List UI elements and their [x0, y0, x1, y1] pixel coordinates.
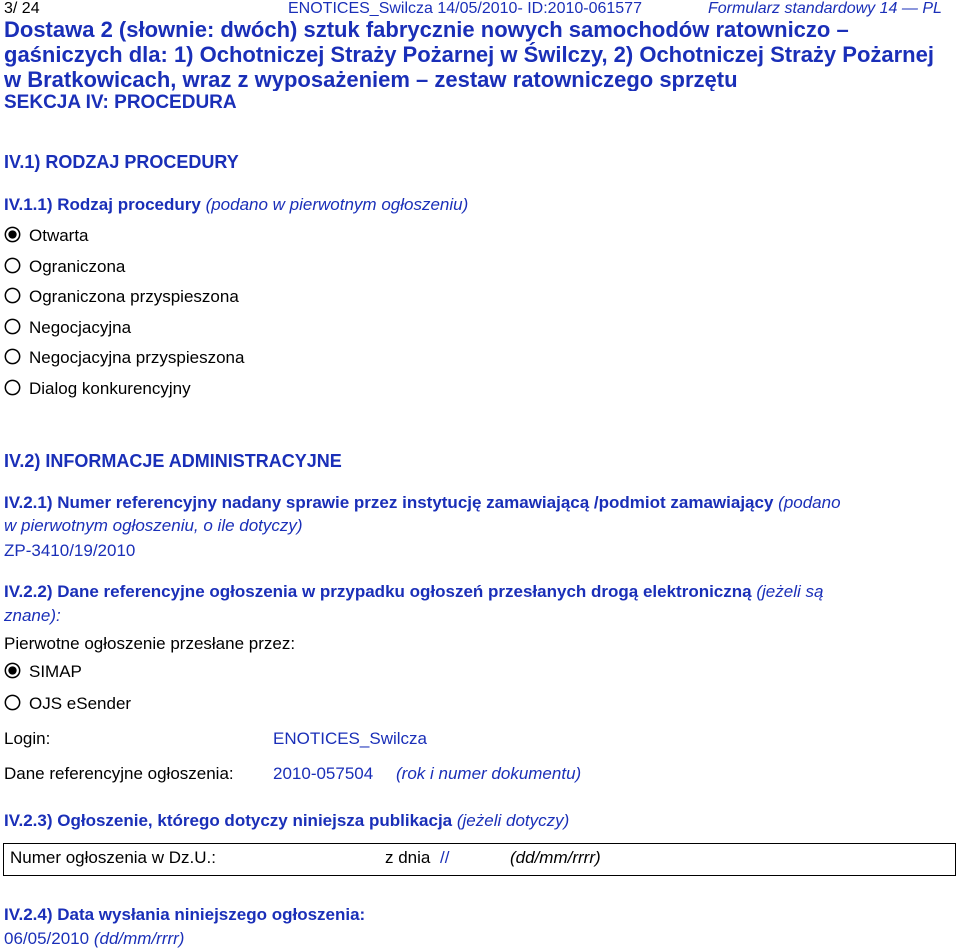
radio-option-label: Otwarta: [29, 226, 89, 245]
radio-option: [4, 660, 82, 682]
login-label: Login:: [4, 729, 51, 748]
iv2-1-code: IV.2.1) Numer referencyjny nadany sprawie przez instytucję zamawiającą /podmiot zamawiający: [4, 493, 774, 512]
radio-option: [4, 224, 89, 246]
iv2-4-question: IV.2.4) Data wysłania niniejszego ogłoszenia:: [4, 905, 366, 924]
iv2-2-note-a: (jeżeli są: [756, 582, 824, 601]
dispatch-date-line: [4, 929, 184, 949]
radio-selected-icon: [4, 662, 21, 679]
notice-title: Dostawa 2 (słownie: dwóch) sztuk fabrycznie nowych samochodów ratowniczo – gaśniczych dla: 1) Ochotniczej Straży Pożarnej w Świlczy, 2) Ochotniczej Straży Pożarnej w Bratkowicach, wraz z wyposażeniem – zestaw ratowniczego sprzętu: [4, 17, 934, 91]
radio-selected-icon: [4, 226, 21, 243]
radio-empty-icon: [4, 348, 21, 365]
ref-value: 2010-057504: [273, 764, 374, 783]
page-number: 3/ 24: [4, 0, 40, 17]
radio-option-label: OJS eSender: [29, 694, 132, 713]
radio-option-label: SIMAP: [29, 662, 82, 681]
radio-option: [4, 692, 131, 714]
iv1-heading: IV.1) RODZAJ PROCEDURY: [4, 152, 239, 172]
radio-empty-icon: [4, 379, 21, 396]
radio-option-label: Ograniczona: [29, 256, 126, 276]
dispatch-date: 06/05/2010: [4, 929, 90, 948]
iv2-3-note: (jeżeli dotyczy): [456, 811, 570, 830]
box-z-dnia: z dnia: [385, 848, 431, 867]
radio-option: [4, 285, 239, 307]
iv1-1-code: IV.1.1) Rodzaj procedury: [4, 195, 201, 214]
iv2-1-note-b: w pierwotnym ogłoszeniu, o ile dotyczy): [4, 516, 303, 535]
ref-label: Dane referencyjne ogłoszenia:: [4, 764, 234, 783]
box-label: Numer ogłoszenia w Dz.U.:: [10, 848, 216, 867]
radio-option: [4, 346, 244, 368]
form-name: [708, 0, 942, 18]
login-value: ENOTICES_Swilcza: [273, 729, 427, 748]
radio-option: [4, 255, 125, 277]
radio-option: [4, 316, 131, 338]
dispatch-date-format: (dd/mm/rrrr): [93, 929, 185, 948]
box-format: (dd/mm/rrrr): [510, 848, 601, 867]
radio-empty-icon: [4, 287, 21, 304]
section-heading: SEKCJA IV: PROCEDURA: [4, 92, 241, 114]
sent-by-label: Pierwotne ogłoszenie przesłane przez:: [4, 634, 296, 653]
iv1-1-note: (podano w pierwotnym ogłoszeniu): [205, 195, 469, 214]
iv2-2-code: IV.2.2) Dane referencyjne ogłoszenia w przypadku ogłoszeń przesłanych drogą elektroniczną: [4, 582, 752, 601]
radio-option-label: Negocjacyjna: [29, 317, 132, 337]
iv2-heading: IV.2) INFORMACJE ADMINISTRACYJNE: [4, 451, 342, 471]
iv2-2-note-b: znane):: [4, 606, 61, 625]
iv2-1-question: [4, 493, 841, 513]
ref-hint: (rok i numer dokumentu): [396, 764, 582, 783]
reference-number: ZP-3410/19/2010: [4, 541, 136, 560]
iv2-1-note-a: (podano: [778, 493, 841, 512]
radio-option-label: Ograniczona przyspieszona: [29, 287, 239, 306]
box-date: //: [440, 848, 450, 867]
radio-option-label: Dialog konkurencyjny: [29, 378, 191, 398]
form-name-label: Formularz standardowy 14: [708, 0, 898, 17]
iv2-2-question: [4, 582, 823, 602]
radio-empty-icon: [4, 694, 21, 711]
form-dash: —: [901, 0, 918, 17]
iv1-1-question: [4, 195, 468, 215]
iv2-3-code: IV.2.3) Ogłoszenie, którego dotyczy niniejsza publikacja: [4, 811, 453, 830]
radio-option: [4, 377, 191, 399]
radio-empty-icon: [4, 257, 21, 274]
form-lang: PL: [922, 0, 942, 17]
radio-empty-icon: [4, 318, 21, 335]
radio-option-label: Negocjacyjna przyspieszona: [29, 348, 245, 367]
iv2-3-question: [4, 811, 569, 831]
notice-id: ENOTICES_Swilcza 14/05/2010- ID:2010-061577: [288, 0, 642, 17]
